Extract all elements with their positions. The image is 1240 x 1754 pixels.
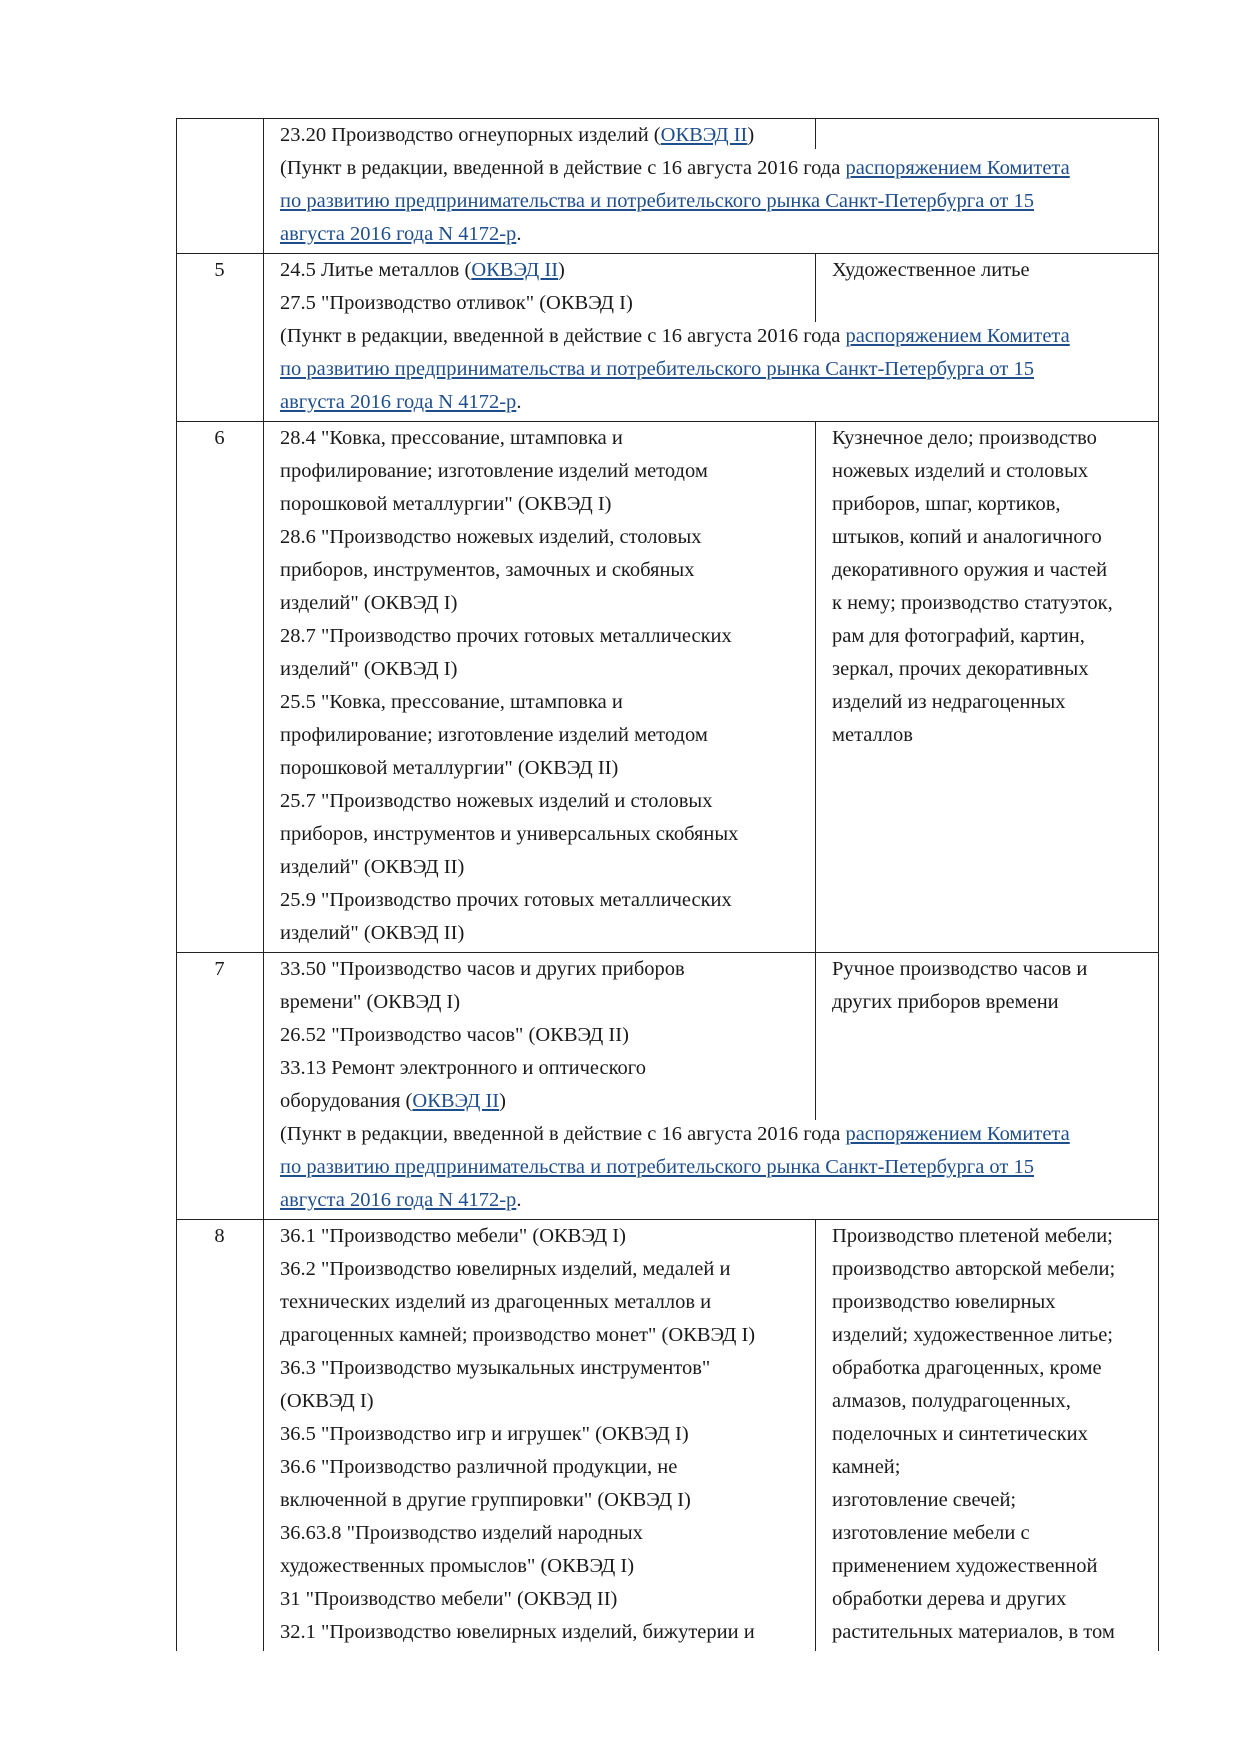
amendment-note — [280, 320, 1150, 419]
craft-description-line: приборов, шпаг, кортиков, — [832, 493, 1061, 515]
note-prefix: (Пункт в редакции, введенной в действие с 16 августа 2016 года — [280, 157, 846, 179]
order-link[interactable]: по развитию предпринимательства и потребительского рынка Санкт-Петербурга от 15 — [280, 190, 1034, 212]
note-prefix: (Пункт в редакции, введенной в действие с 16 августа 2016 года — [280, 1123, 846, 1145]
cell-border — [176, 953, 177, 1219]
activity-code-line — [280, 1385, 800, 1418]
note-line — [280, 1184, 1150, 1217]
cell-border — [815, 254, 816, 322]
note-line — [280, 353, 1150, 386]
activity-code-line — [280, 986, 800, 1019]
row-number: 5 — [214, 259, 225, 281]
amendment-note — [280, 1118, 1150, 1217]
note-line — [280, 386, 1150, 419]
code-text: 25.5 "Ковка, прессование, штамповка и — [280, 691, 623, 713]
code-text: 36.63.8 "Производство изделий народных — [280, 1522, 643, 1544]
craft-description-line: рам для фотографий, картин, — [832, 625, 1085, 647]
code-text: 36.6 "Производство различной продукции, не — [280, 1456, 678, 1478]
craft-description-line: изготовление свечей; — [832, 1489, 1017, 1511]
activity-code-line — [280, 818, 800, 851]
code-text: 28.4 "Ковка, прессование, штамповка и — [280, 427, 623, 449]
code-text: ) — [558, 259, 565, 281]
activity-code-line — [280, 422, 800, 455]
code-text: приборов, инструментов и универсальных скобяных — [280, 823, 739, 845]
code-text: 33.13 Ремонт электронного и оптического — [280, 1057, 646, 1079]
craft-description-line: камней; — [832, 1456, 901, 1478]
activity-code-line — [280, 254, 800, 287]
craft-description-line: Кузнечное дело; производство — [832, 427, 1097, 449]
cell-border — [263, 119, 264, 253]
craft-description-line: ножевых изделий и столовых — [832, 460, 1089, 482]
code-text: 36.2 "Производство ювелирных изделий, медалей и — [280, 1258, 731, 1280]
craft-description-line: поделочных и синтетических — [832, 1423, 1088, 1445]
activity-code-line — [280, 1019, 800, 1052]
cell-border — [1158, 953, 1159, 1219]
craft-description-line: применением художественной — [832, 1555, 1098, 1577]
activity-code-line — [280, 686, 800, 719]
activity-code-line — [280, 119, 800, 152]
craft-description-cell — [832, 1220, 1152, 1649]
cell-border — [1158, 119, 1159, 253]
code-text: 36.5 "Производство игр и игрушек" (ОКВЭД I) — [280, 1423, 689, 1445]
note-line — [280, 185, 1150, 218]
code-text: ) — [499, 1090, 506, 1112]
table-row — [176, 421, 1159, 952]
code-text: художественных промыслов" (ОКВЭД I) — [280, 1555, 635, 1577]
activity-code-line — [280, 1085, 800, 1118]
code-text: изделий" (ОКВЭД II) — [280, 856, 465, 878]
note-suffix: . — [516, 223, 522, 245]
craft-description-line: изготовление мебели с — [832, 1522, 1030, 1544]
cell-border — [263, 1220, 264, 1651]
cell-border — [176, 422, 177, 952]
activity-code-line — [280, 917, 800, 950]
activity-code-line — [280, 719, 800, 752]
craft-description-line: алмазов, полудрагоценных, — [832, 1390, 1071, 1412]
craft-description-line: растительных материалов, в том — [832, 1621, 1115, 1643]
code-text: изделий" (ОКВЭД I) — [280, 592, 458, 614]
row-number: 7 — [214, 958, 225, 980]
code-text: 27.5 "Производство отливок" (ОКВЭД I) — [280, 292, 633, 314]
activity-code-line — [280, 287, 800, 320]
order-link[interactable]: августа 2016 года N 4172-р — [280, 391, 517, 413]
note-prefix: (Пункт в редакции, введенной в действие с 16 августа 2016 года — [280, 325, 846, 347]
code-text: 33.50 "Производство часов и других приборов — [280, 958, 685, 980]
activity-codes-cell — [280, 1220, 800, 1649]
note-line — [280, 1118, 1150, 1151]
craft-description-line: зеркал, прочих декоративных — [832, 658, 1089, 680]
code-text: драгоценных камней; производство монет" (ОКВЭД I) — [280, 1324, 756, 1346]
activity-code-line — [280, 752, 800, 785]
cell-border — [176, 119, 177, 253]
code-text: изделий" (ОКВЭД II) — [280, 922, 465, 944]
code-text: технических изделий из драгоценных металлов и — [280, 1291, 712, 1313]
okved-link[interactable]: ОКВЭД II — [412, 1090, 500, 1112]
craft-description-line: к нему; производство статуэток, — [832, 592, 1113, 614]
cell-border — [1158, 422, 1159, 952]
activity-code-line — [280, 1253, 800, 1286]
note-line — [280, 1151, 1150, 1184]
cell-border — [1158, 1220, 1159, 1651]
amendment-note — [280, 152, 1150, 251]
activity-codes-cell — [280, 119, 800, 152]
cell-border — [1158, 254, 1159, 421]
activity-code-line — [280, 1451, 800, 1484]
code-text: изделий" (ОКВЭД I) — [280, 658, 458, 680]
order-link[interactable]: по развитию предпринимательства и потребительского рынка Санкт-Петербурга от 15 — [280, 358, 1034, 380]
code-text: 24.5 Литье металлов ( — [280, 259, 472, 281]
craft-description-line: Производство плетеной мебели; — [832, 1225, 1113, 1247]
note-line — [280, 320, 1150, 353]
cell-border — [815, 422, 816, 952]
craft-description-line: декоративного оружия и частей — [832, 559, 1108, 581]
craft-description-line: штыков, копий и аналогичного — [832, 526, 1102, 548]
table-row — [176, 118, 1159, 253]
activity-code-line — [280, 620, 800, 653]
code-text: времени" (ОКВЭД I) — [280, 991, 461, 1013]
activity-code-line — [280, 1418, 800, 1451]
craft-description-line: других приборов времени — [832, 991, 1059, 1013]
okved-link[interactable]: ОКВЭД II — [471, 259, 559, 281]
craft-description-line: обработки дерева и других — [832, 1588, 1067, 1610]
activity-code-line — [280, 1052, 800, 1085]
cell-border — [176, 1220, 177, 1651]
activity-code-line — [280, 851, 800, 884]
activity-code-line — [280, 455, 800, 488]
craft-description-line: изделий из недрагоценных — [832, 691, 1066, 713]
code-text: 28.6 "Производство ножевых изделий, столовых — [280, 526, 702, 548]
code-text: 25.7 "Производство ножевых изделий и столовых — [280, 790, 713, 812]
code-text: профилирование; изготовление изделий методом — [280, 460, 708, 482]
activity-codes-cell — [280, 254, 800, 320]
activity-code-line — [280, 1583, 800, 1616]
craft-description-cell — [832, 953, 1152, 1019]
craft-description-line: обработка драгоценных, кроме — [832, 1357, 1102, 1379]
cell-border — [815, 953, 816, 1120]
activity-code-line — [280, 521, 800, 554]
code-text: порошковой металлургии" (ОКВЭД I) — [280, 493, 612, 515]
cell-border — [263, 953, 264, 1219]
cell-border — [815, 119, 816, 149]
activity-table — [176, 118, 1159, 1651]
code-text: включенной в другие группировки" (ОКВЭД I) — [280, 1489, 691, 1511]
activity-code-line — [280, 1220, 800, 1253]
craft-description-cell — [832, 422, 1152, 752]
order-link[interactable]: распоряжением Комитета — [845, 157, 1070, 179]
activity-code-line — [280, 488, 800, 521]
activity-code-line — [280, 1319, 800, 1352]
activity-code-line — [280, 1352, 800, 1385]
code-text: (ОКВЭД I) — [280, 1390, 374, 1412]
cell-border — [815, 1220, 816, 1651]
craft-description-line: Ручное производство часов и — [832, 958, 1088, 980]
craft-description-cell — [832, 254, 1152, 287]
activity-code-line — [280, 587, 800, 620]
code-text: 23.20 Производство огнеупорных изделий ( — [280, 124, 661, 146]
activity-code-line — [280, 785, 800, 818]
okved-link[interactable]: ОКВЭД II — [660, 124, 748, 146]
note-line — [280, 218, 1150, 251]
activity-code-line — [280, 1616, 800, 1649]
code-text: 28.7 "Производство прочих готовых металлических — [280, 625, 732, 647]
note-suffix: . — [516, 391, 522, 413]
activity-code-line — [280, 1286, 800, 1319]
order-link[interactable]: по развитию предпринимательства и потребительского рынка Санкт-Петербурга от 15 — [280, 1156, 1034, 1178]
activity-code-line — [280, 653, 800, 686]
code-text: 31 "Производство мебели" (ОКВЭД II) — [280, 1588, 618, 1610]
order-link[interactable]: августа 2016 года N 4172-р — [280, 223, 517, 245]
craft-description-line: производство авторской мебели; — [832, 1258, 1116, 1280]
code-text: порошковой металлургии" (ОКВЭД II) — [280, 757, 619, 779]
code-text: 26.52 "Производство часов" (ОКВЭД II) — [280, 1024, 629, 1046]
order-link[interactable]: распоряжением Комитета — [845, 325, 1070, 347]
row-number: 8 — [214, 1225, 225, 1247]
activity-codes-cell — [280, 422, 800, 950]
table-row — [176, 253, 1159, 421]
code-text: ) — [747, 124, 755, 146]
code-text: приборов, инструментов, замочных и скобяных — [280, 559, 695, 581]
table-row — [176, 952, 1159, 1219]
activity-code-line — [280, 554, 800, 587]
code-text: 36.3 "Производство музыкальных инструментов" — [280, 1357, 711, 1379]
note-suffix: . — [516, 1189, 522, 1211]
activity-code-line — [280, 953, 800, 986]
code-text: 36.1 "Производство мебели" (ОКВЭД I) — [280, 1225, 626, 1247]
code-text: оборудования ( — [280, 1090, 413, 1112]
cell-border — [263, 254, 264, 421]
craft-description-line: металлов — [832, 724, 913, 746]
craft-description-line: производство ювелирных — [832, 1291, 1056, 1313]
code-text: 25.9 "Производство прочих готовых металлических — [280, 889, 732, 911]
table-row — [176, 1219, 1159, 1651]
activity-code-line — [280, 1517, 800, 1550]
activity-code-line — [280, 1550, 800, 1583]
cell-border — [263, 422, 264, 952]
order-link[interactable]: августа 2016 года N 4172-р — [280, 1189, 517, 1211]
note-line — [280, 152, 1150, 185]
activity-code-line — [280, 1484, 800, 1517]
order-link[interactable]: распоряжением Комитета — [845, 1123, 1070, 1145]
craft-description-line: изделий; художественное литье; — [832, 1324, 1114, 1346]
craft-description-line: Художественное литье — [832, 259, 1030, 281]
code-text: профилирование; изготовление изделий методом — [280, 724, 708, 746]
code-text: 32.1 "Производство ювелирных изделий, бижутерии и — [280, 1621, 755, 1643]
row-number: 6 — [214, 427, 225, 449]
activity-codes-cell — [280, 953, 800, 1118]
activity-code-line — [280, 884, 800, 917]
